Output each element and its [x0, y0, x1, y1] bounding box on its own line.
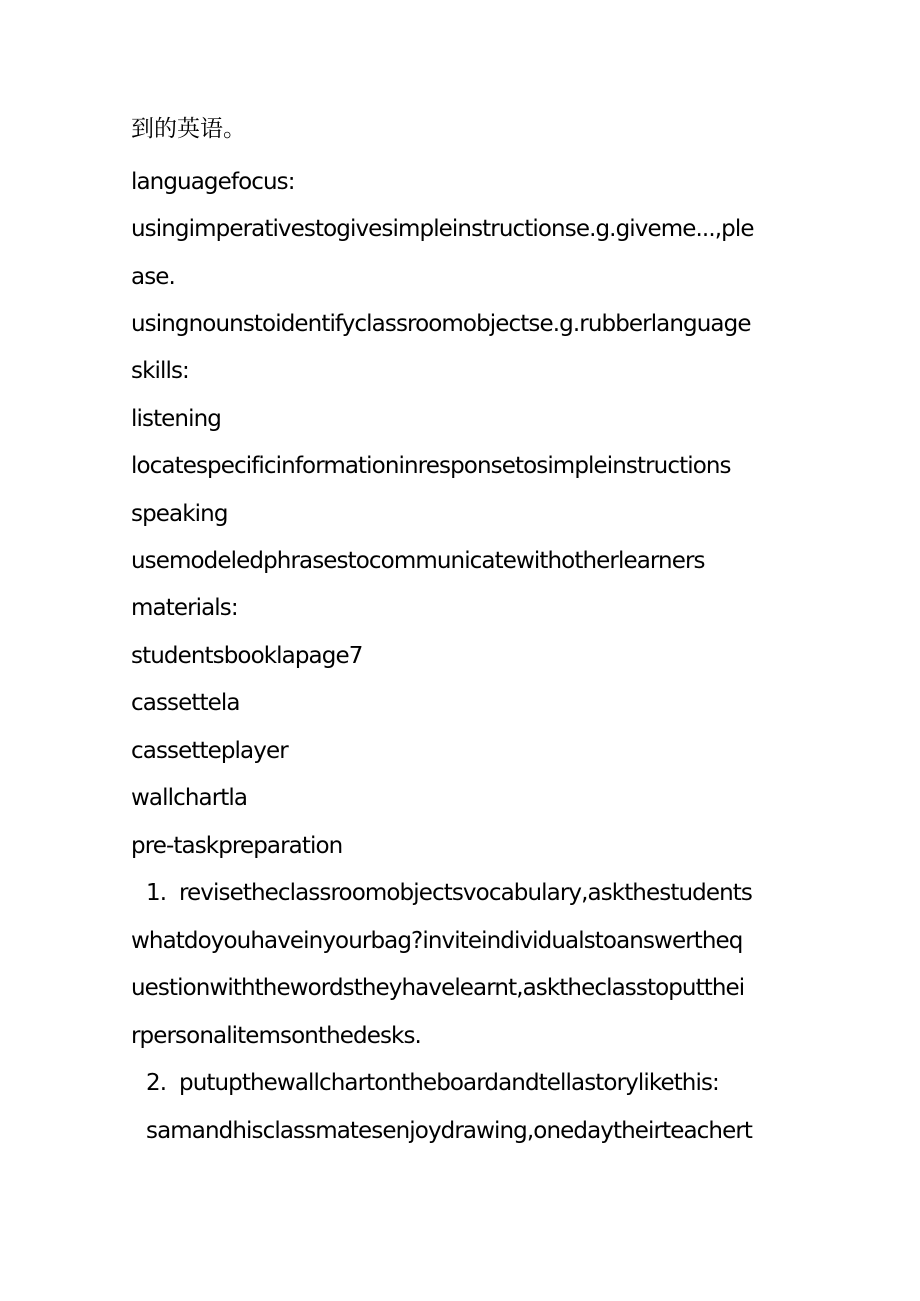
- list-item: [146, 1068, 719, 1098]
- text-line: wallchartla: [131, 785, 248, 811]
- text-line: listening: [131, 406, 221, 432]
- section-heading-language-focus: languagefocus:: [131, 169, 295, 195]
- text-line: 到的英语。: [131, 116, 246, 142]
- list-item-number: 1.: [146, 880, 167, 906]
- section-heading-materials: materials:: [131, 595, 238, 621]
- section-heading-pre-task: pre-taskpreparation: [131, 833, 343, 859]
- text-line: cassettela: [131, 690, 240, 716]
- section-heading-skills: skills:: [131, 358, 189, 384]
- list-item-text: putupthewallchartontheboardandtellastorylikethis:: [179, 1070, 719, 1096]
- text-line: locatespecificinformationinresponsetosimpleinstructions: [131, 453, 731, 479]
- text-line: cassetteplayer: [131, 738, 288, 764]
- text-line: rpersonalitemsonthedesks.: [131, 1023, 421, 1049]
- text-line: usingnounstoidentifyclassroomobjectse.g.rubberlanguage: [131, 311, 751, 337]
- list-item: [146, 878, 752, 908]
- text-line: studentsbooklapage7: [131, 643, 363, 669]
- text-line: usemodeledphrasestocommunicatewithotherlearners: [131, 548, 705, 574]
- text-line: uestionwiththewordstheyhavelearnt,asktheclasstoputthei: [131, 975, 745, 1001]
- text-line: usingimperativestogivesimpleinstructionse.g.giveme...,ple: [131, 216, 754, 242]
- text-line: samandhisclassmatesenjoydrawing,onedaytheirteachert: [146, 1118, 752, 1144]
- list-item-number: 2.: [146, 1070, 167, 1096]
- text-line: ase.: [131, 264, 175, 290]
- text-line: speaking: [131, 501, 228, 527]
- list-item-text: revisetheclassroomobjectsvocabulary,askthestudents: [179, 880, 752, 906]
- text-line: whatdoyouhaveinyourbag?inviteindividualstoanswertheq: [131, 928, 743, 954]
